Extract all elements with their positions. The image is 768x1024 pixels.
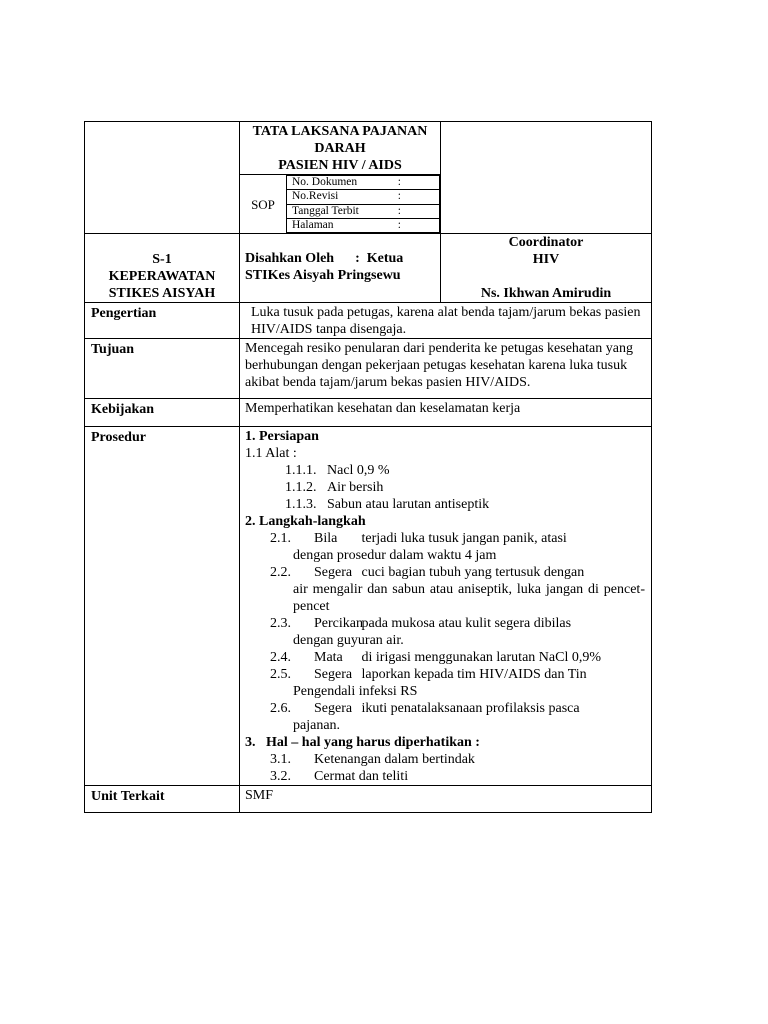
- row-kebijakan: [85, 399, 652, 427]
- label-unit-terkait: Unit Terkait: [85, 786, 240, 813]
- label-kebijakan: Kebijakan: [85, 399, 240, 427]
- row-pengertian: [85, 303, 652, 339]
- text-tujuan: Mencegah resiko penularan dari penderita ke petugas kesehatan yang berhubungan dengan pekerjaan petugas kesehatan karena luka tusuk akibat benda tajam/jarum bekas pasien HIV/AIDS.: [240, 339, 652, 399]
- title-line-3: PASIEN HIV / AIDS: [278, 158, 402, 173]
- coordinator-unit: HIV: [532, 252, 560, 267]
- alat-item: 1.1.3. Sabun atau larutan antiseptik: [285, 497, 490, 512]
- coordinator-name: Ns. Ikhwan Amirudin: [480, 286, 612, 301]
- section-persiapan: 1. Persiapan: [245, 429, 319, 444]
- step-item: 2.3. Percikan pada mukosa atau kulit segera dibilas: [270, 616, 572, 631]
- step-item: 2.5. Segera laporkan kepada tim HIV/AIDS dan Tin: [270, 667, 587, 682]
- alat-item: 1.1.1. Nacl 0,9 %: [285, 463, 390, 478]
- row-tujuan: [85, 339, 652, 399]
- header-blank-right: [441, 122, 652, 234]
- alat-heading: 1.1 Alat :: [245, 446, 297, 461]
- step-item: 2.1. Bila terjadi luka tusuk jangan panik, atasi: [270, 531, 567, 546]
- text-kebijakan: Memperhatikan kesehatan dan keselamatan kerja: [240, 399, 652, 427]
- coordinator-cell: [441, 234, 652, 303]
- coordinator-title: Coordinator: [508, 235, 584, 250]
- sop-cell: [240, 175, 441, 234]
- alat-item: 1.1.2. Air bersih: [285, 480, 384, 495]
- label-pengertian: Pengertian: [85, 303, 240, 339]
- header-blank-left: [85, 122, 240, 234]
- label-tujuan: Tujuan: [85, 339, 240, 399]
- institution-cell: [85, 234, 240, 303]
- approval-cell: [240, 234, 441, 303]
- section-langkah: 2. Langkah-langkah: [245, 514, 366, 529]
- meta-tanggal-terbit: Tanggal Terbit :: [287, 204, 440, 218]
- step-item: 2.2. Segera cuci bagian tubuh yang tertusuk dengan: [270, 565, 585, 580]
- meta-no-revisi: No.Revisi :: [287, 190, 440, 204]
- institution-line-1: S-1: [152, 252, 172, 267]
- approved-by: Disahkan Oleh : Ketua: [245, 251, 404, 266]
- title-line-2: DARAH: [314, 141, 366, 156]
- sop-table: [84, 121, 652, 813]
- step-continuation: air mengalir dan sabun atau aniseptik, luka jangan di pencet-pencet: [293, 582, 645, 614]
- step-continuation: dengan prosedur dalam waktu 4 jam: [293, 548, 497, 563]
- note-item: 3.2. Cermat dan teliti: [270, 769, 409, 784]
- procedure-content: [240, 427, 652, 786]
- sop-document: [84, 121, 651, 813]
- text-unit-terkait: SMF: [240, 786, 652, 813]
- note-item: 3.1. Ketenangan dalam bertindak: [270, 752, 475, 767]
- row-prosedur: [85, 427, 652, 786]
- row-unit-terkait: [85, 786, 652, 813]
- title-line-1: TATA LAKSANA PAJANAN: [252, 124, 428, 139]
- text-pengertian: Luka tusuk pada petugas, karena alat benda tajam/jarum bekas pasien HIV/AIDS tanpa disengaja.: [240, 303, 652, 339]
- step-continuation: Pengendali infeksi RS: [293, 684, 418, 699]
- step-continuation: dengan guyuran air.: [293, 633, 404, 648]
- institution-line-3: STIKES AISYAH: [108, 286, 216, 301]
- institution-line-2: KEPERAWATAN: [108, 269, 216, 284]
- step-item: 2.6. Segera ikuti penatalaksanaan profilaksis pasca: [270, 701, 580, 716]
- signature-row: [85, 234, 652, 303]
- document-title: [240, 122, 441, 175]
- meta-halaman: Halaman :: [287, 218, 440, 232]
- sop-label: SOP: [251, 196, 275, 212]
- meta-no-dokumen: No. Dokumen :: [287, 176, 440, 190]
- step-continuation: pajanan.: [293, 718, 341, 733]
- header-row: [85, 122, 652, 175]
- approved-institution: STIKes Aisyah Pringsewu: [245, 268, 401, 283]
- document-meta-table: [286, 175, 440, 233]
- label-prosedur: Prosedur: [85, 427, 240, 786]
- section-hal-diperhatikan: 3. Hal – hal yang harus diperhatikan :: [245, 735, 480, 750]
- step-item: 2.4. Mata di irigasi menggunakan larutan NaCl 0,9%: [270, 650, 601, 665]
